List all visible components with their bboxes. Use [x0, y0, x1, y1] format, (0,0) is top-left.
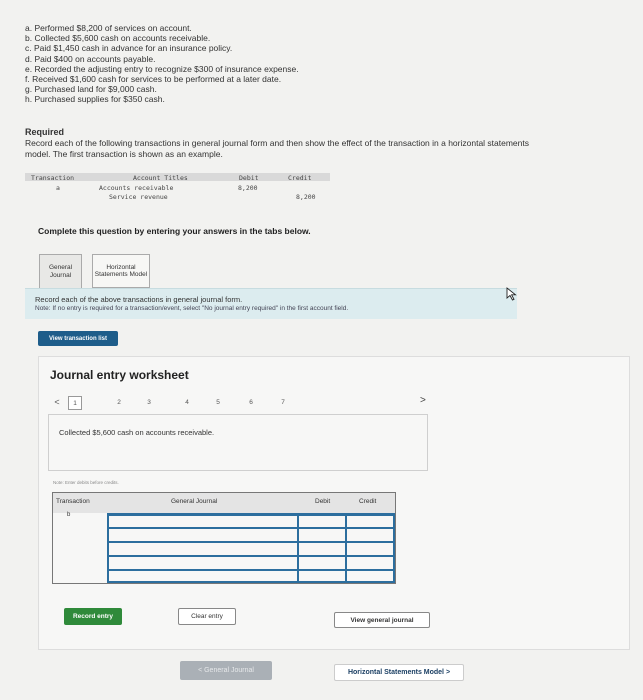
table-col-divider [345, 513, 347, 583]
page-4[interactable]: 4 [185, 399, 189, 406]
instruction-box [25, 288, 517, 319]
transaction-e: e. Recorded the adjusting entry to recognize $300 of insurance expense. [25, 63, 299, 74]
example-debit-value: 8,200 [238, 184, 258, 192]
example-credit-value: 8,200 [296, 193, 316, 201]
record-entry-button[interactable]: Record entry [64, 608, 122, 625]
example-account2: Service revenue [109, 193, 168, 201]
col-debit: Debit [315, 498, 331, 505]
tab-general-journal[interactable]: General Journal [39, 254, 82, 288]
required-text [25, 138, 635, 159]
example-col-debit: Debit [239, 174, 259, 182]
instruction-line1: Record each of the above transactions in general journal form. [35, 295, 243, 304]
table-col-divider [297, 513, 299, 583]
next-horizontal-statements-button[interactable]: Horizontal Statements Model > [334, 664, 464, 681]
col-transaction: Transaction [56, 498, 90, 505]
page-6[interactable]: 6 [249, 399, 253, 406]
tab-horizontal-statements-model[interactable]: Horizontal Statements Model [92, 254, 150, 288]
prev-general-journal-button[interactable]: < General Journal [180, 661, 272, 680]
example-col-transaction: Transaction [31, 174, 75, 182]
required-text-line1: Record each of the following transactions in general journal form and then show the effect of the transaction in a horizontal statements [25, 138, 529, 148]
complete-instruction: Complete this question by entering your answers in the tabs below. [38, 226, 311, 236]
transaction-description: Collected $5,600 cash on accounts receivable. [59, 428, 215, 437]
table-row-divider [107, 513, 395, 516]
page-5[interactable]: 5 [216, 399, 220, 406]
transaction-h: h. Purchased supplies for $350 cash. [25, 94, 165, 105]
page-3[interactable]: 3 [147, 399, 151, 406]
transaction-a: a. Performed $8,200 of services on account. [25, 23, 192, 33]
transaction-f: f. Received $1,600 cash for services to be performed at a later date. [25, 74, 282, 85]
transaction-b: b. Collected $5,600 cash on accounts receivable. [25, 33, 211, 44]
page-1[interactable]: 1 [68, 396, 82, 410]
example-col-titles: Account Titles [133, 174, 188, 182]
first-transaction-letter: b [67, 512, 71, 518]
table-col-divider [107, 513, 109, 583]
view-transaction-list-button[interactable]: View transaction list [38, 331, 118, 346]
col-general-journal: General Journal [171, 498, 218, 505]
mouse-cursor-icon [506, 287, 518, 301]
required-text-line2: model. The first transaction is shown as an example. [25, 148, 223, 159]
table-row-divider [107, 527, 395, 529]
transaction-list [25, 23, 299, 105]
table-col-divider [393, 513, 395, 583]
example-account1: Accounts receivable [99, 184, 174, 192]
view-general-journal-button[interactable]: View general journal [334, 612, 430, 628]
transaction-description-box [48, 414, 428, 471]
transaction-d: d. Paid $400 on accounts payable. [25, 53, 156, 64]
prev-page-button[interactable]: < [54, 397, 60, 407]
journal-grid-header [53, 493, 395, 513]
table-row-divider [107, 569, 395, 571]
transaction-g: g. Purchased land for $9,000 cash. [25, 84, 157, 95]
page-7[interactable]: 7 [281, 399, 285, 406]
table-row-divider [107, 555, 395, 557]
page-2[interactable]: 2 [117, 399, 121, 406]
required-heading: Required [25, 127, 65, 137]
clear-entry-button[interactable]: Clear entry [178, 608, 236, 625]
worksheet-title: Journal entry worksheet [50, 368, 189, 382]
debits-note: Note: Enter debits before credits. [53, 480, 119, 485]
transaction-c: c. Paid $1,450 cash in advance for an insurance policy. [25, 43, 233, 54]
example-letter: a [56, 184, 60, 192]
next-page-button[interactable]: > [420, 395, 426, 406]
worksheet-pager [50, 396, 450, 410]
table-row-divider [107, 541, 395, 543]
journal-grid [52, 492, 396, 584]
col-credit: Credit [359, 498, 377, 505]
table-row-divider [107, 581, 395, 583]
instruction-line2: Note: If no entry is required for a transaction/event, select "No journal entry required" in the first account field. [35, 305, 349, 312]
example-col-credit: Credit [288, 174, 312, 182]
